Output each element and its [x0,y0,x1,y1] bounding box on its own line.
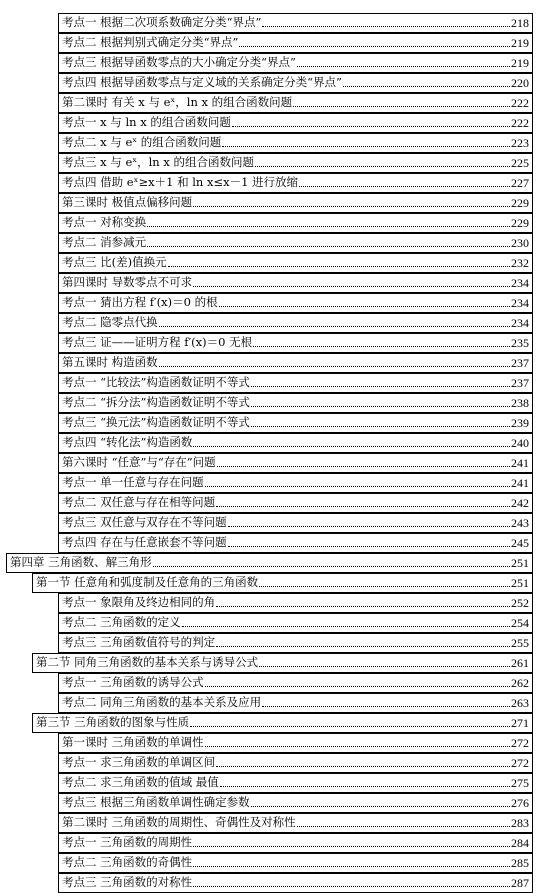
toc-dot-leader [262,25,510,27]
toc-page-number: 275 [511,776,529,790]
toc-page-number: 254 [511,616,529,630]
toc-dot-leader [182,625,510,627]
toc-entry-title: 考点三 证——证明方程 f′(x)＝0 无根 [62,335,253,350]
toc-entry-title: 考点一 三角函数的诱导公式 [62,675,204,690]
toc-page-number: 285 [511,856,529,870]
toc-entry[interactable] [58,613,533,633]
toc-page-number: 242 [511,496,529,510]
toc-entry-title: 第六课时 “任意”与“存在”问题 [62,455,216,470]
toc-dot-leader [217,465,510,467]
toc-entry-title: 第三课时 极值点偏移问题 [62,195,193,210]
toc-dot-leader [228,545,510,547]
toc-dot-leader [216,505,510,507]
toc-entry-title: 考点二 同角三角函数的基本关系及应用 [62,695,262,710]
toc-section-entry[interactable] [32,573,533,593]
toc-dot-leader [193,885,510,887]
toc-entry[interactable] [58,473,533,493]
toc-entry[interactable] [58,833,533,853]
toc-entry[interactable] [58,693,533,713]
toc-entry[interactable] [58,113,533,133]
toc-page-number: 283 [511,816,529,830]
toc-page-number: 229 [511,216,529,230]
toc-section-entry[interactable] [32,653,533,673]
toc-entry[interactable] [58,313,533,333]
toc-dot-leader [219,305,510,307]
toc-entry[interactable] [58,493,533,513]
toc-entry[interactable] [58,793,533,813]
toc-entry[interactable] [58,73,533,93]
toc-entry-title: 考点三 双任意与双存在不等问题 [62,515,227,530]
toc-entry[interactable] [58,193,533,213]
toc-page-number: 272 [511,756,529,770]
toc-entry-title: 考点二 根据判别式确定分类“界点” [62,35,239,50]
toc-entry-title: 第二课时 有关 x 与 eˣ，ln x 的组合函数问题 [62,95,293,110]
toc-entry-title: 第三节 三角函数的图象与性质 [36,715,190,730]
toc-dot-leader [205,745,510,747]
toc-page-number: 251 [511,576,529,590]
toc-entry-title: 第四章 三角函数、解三角形 [10,555,152,570]
toc-page-number: 234 [511,316,529,330]
toc-entry[interactable] [58,673,533,693]
toc-entry-title: 考点一 象限角及终边相同的角 [62,595,216,610]
toc-page-number: 218 [511,16,529,30]
toc-page-number: 252 [511,596,529,610]
toc-dot-leader [228,525,510,527]
toc-entry[interactable] [58,413,533,433]
toc-entry[interactable] [58,53,533,73]
toc-dot-leader [251,405,510,407]
toc-page-number: 271 [511,716,529,730]
toc-page-number: 234 [511,296,529,310]
toc-entry-title: 考点一 单一任意与存在问题 [62,475,204,490]
toc-dot-leader [153,565,510,567]
toc-entry[interactable] [58,333,533,353]
toc-entry[interactable] [58,133,533,153]
toc-dot-leader [255,165,510,167]
toc-entry[interactable] [58,93,533,113]
toc-entry-title: 考点一 三角函数的周期性 [62,835,193,850]
toc-entry-title: 第一课时 三角函数的单调性 [62,735,204,750]
toc-dot-leader [259,585,510,587]
toc-entry[interactable] [58,253,533,273]
toc-entry[interactable] [58,753,533,773]
toc-entry-title: 第五课时 构造函数 [62,355,158,370]
toc-page-number: 227 [511,176,529,190]
toc-dot-leader [193,205,510,207]
toc-entry-title: 考点二 隐零点代换 [62,315,158,330]
toc-entry-title: 考点三 根据三角函数单调性确定参数 [62,795,250,810]
toc-page-number: 232 [511,256,529,270]
toc-entry[interactable] [58,633,533,653]
toc-page-number: 237 [511,356,529,370]
toc-entry[interactable] [58,353,533,373]
toc-entry[interactable] [58,213,533,233]
toc-dot-leader [159,325,510,327]
toc-page-number: 245 [511,536,529,550]
toc-entry[interactable] [58,873,533,893]
toc-entry-title: 考点二 消参减元 [62,235,147,250]
toc-dot-leader [216,605,510,607]
toc-dot-leader [193,285,510,287]
toc-entry[interactable] [58,33,533,53]
toc-page-number: 251 [511,556,529,570]
toc-entry[interactable] [58,533,533,553]
toc-entry[interactable] [58,773,533,793]
toc-entry[interactable] [58,273,533,293]
toc-entry-title: 考点二 求三角函数的值域 最值 [62,775,219,790]
toc-entry-title: 考点二 三角函数的奇偶性 [62,855,193,870]
toc-page-number: 222 [511,116,529,130]
toc-entry[interactable] [58,593,533,613]
toc-page-number: 240 [511,436,529,450]
toc-entry[interactable] [58,173,533,193]
toc-dot-leader [297,825,510,827]
toc-page-number: 272 [511,736,529,750]
toc-page-number: 222 [511,96,529,110]
toc-page-number: 263 [511,696,529,710]
toc-entry-title: 第二课时 三角函数的周期性、奇偶性及对称性 [62,815,296,830]
toc-entry[interactable] [58,393,533,413]
toc-dot-leader [253,345,510,347]
toc-entry[interactable] [58,733,533,753]
toc-dot-leader [193,445,510,447]
toc-dot-leader [205,685,510,687]
toc-page-number: 239 [511,416,529,430]
toc-page-number: 219 [511,36,529,50]
toc-page-number: 219 [511,56,529,70]
toc-dot-leader [216,645,510,647]
toc-dot-leader [159,365,510,367]
toc-entry-title: 考点三 x 与 eˣ，ln x 的组合函数问题 [62,155,255,170]
toc-dot-leader [343,85,510,87]
toc-entry-title: 考点二 三角函数的定义 [62,615,181,630]
toc-entry-title: 考点二 “拆分法”构造函数证明不等式 [62,395,250,410]
toc-entry-title: 考点二 双任意与存在相等问题 [62,495,216,510]
toc-dot-leader [147,225,510,227]
toc-entry-title: 考点一 根据二次项系数确定分类“界点” [62,15,262,30]
toc-page-number: 234 [511,276,529,290]
toc-dot-leader [299,185,510,187]
toc-entry[interactable] [58,373,533,393]
toc-dot-leader [147,245,510,247]
toc-dot-leader [262,705,510,707]
toc-page-number: 225 [511,156,529,170]
toc-entry-title: 考点一 x 与 ln x 的组合函数问题 [62,115,231,130]
toc-entry[interactable] [58,233,533,253]
toc-page-number: 238 [511,396,529,410]
toc-dot-leader [190,725,510,727]
toc-page-number: 230 [511,236,529,250]
toc-entry-title: 考点一 求三角函数的单调区间 [62,755,216,770]
toc-entry-title: 考点三 比(差)值换元 [62,255,167,270]
toc-dot-leader [297,65,510,67]
toc-dot-leader [216,765,510,767]
toc-page-number: 243 [511,516,529,530]
toc-section-entry[interactable] [32,713,533,733]
toc-dot-leader [205,485,510,487]
toc-page-number: 241 [511,476,529,490]
toc-entry[interactable] [58,453,533,473]
toc-dot-leader [220,785,510,787]
toc-dot-leader [193,865,510,867]
toc-entry[interactable] [58,13,533,33]
toc-page-number: 255 [511,636,529,650]
toc-page-number: 261 [511,656,529,670]
toc-entry-title: 考点三 三角函数值符号的判定 [62,635,216,650]
toc-dot-leader [222,145,510,147]
toc-entry[interactable] [58,513,533,533]
toc-entry-title: 考点四 “转化法”构造函数 [62,435,193,450]
toc-page-number: 237 [511,376,529,390]
toc-dot-leader [232,125,510,127]
toc-entry-title: 考点三 根据导函数零点的大小确定分类“界点” [62,55,296,70]
toc-dot-leader [293,105,510,107]
toc-dot-leader [251,425,510,427]
toc-entry-title: 考点四 存在与任意嵌套不等问题 [62,535,227,550]
toc-entry-title: 第二节 同角三角函数的基本关系与诱导公式 [36,655,259,670]
toc-entry[interactable] [58,433,533,453]
toc-dot-leader [168,265,510,267]
toc-page-number: 276 [511,796,529,810]
toc-entry-title: 考点一 对称变换 [62,215,147,230]
toc-page-number: 220 [511,76,529,90]
toc-entry-title: 考点二 x 与 eˣ 的组合函数问题 [62,135,222,150]
toc-dot-leader [193,845,510,847]
toc-entry-title: 考点三 三角函数的对称性 [62,875,193,890]
toc-dot-leader [251,805,510,807]
toc-page-number: 284 [511,836,529,850]
toc-page-number: 223 [511,136,529,150]
toc-page-number: 287 [511,876,529,890]
toc-entry-title: 考点四 根据导函数零点与定义域的关系确定分类“界点” [62,75,342,90]
toc-page-number: 229 [511,196,529,210]
toc-entry-title: 考点三 “换元法”构造函数证明不等式 [62,415,250,430]
toc-chapter-entry[interactable] [6,553,533,573]
toc-entry[interactable] [58,853,533,873]
toc-page-number: 262 [511,676,529,690]
toc-entry[interactable] [58,293,533,313]
toc-entry[interactable] [58,813,533,833]
toc-entry-title: 第一节 任意角和弧度制及任意角的三角函数 [36,575,259,590]
toc-dot-leader [239,45,510,47]
toc-entry[interactable] [58,153,533,173]
toc-entry-title: 第四课时 导数零点不可求 [62,275,193,290]
toc-entry-title: 考点四 借助 eˣ≥x＋1 和 ln x≤x－1 进行放缩 [62,175,299,190]
toc-page-number: 241 [511,456,529,470]
toc-page-number: 235 [511,336,529,350]
toc-entry-title: 考点一 “比较法”构造函数证明不等式 [62,375,250,390]
toc-dot-leader [259,665,510,667]
toc-entry-title: 考点一 猜出方程 f′(x)＝0 的根 [62,295,218,310]
toc-dot-leader [251,385,510,387]
